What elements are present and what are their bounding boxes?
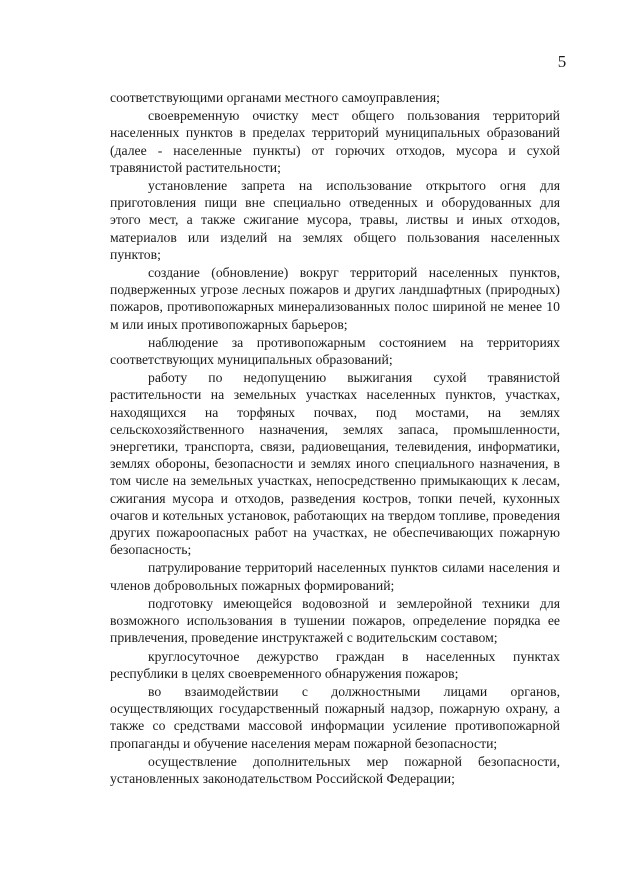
paragraph-fire-monitoring: наблюдение за противопожарным состоянием на территориях соответствующих муниципальных образований; — [110, 334, 560, 368]
document-body — [110, 89, 560, 788]
paragraph-equipment-preparation: подготовку имеющейся водовозной и землеройной техники для возможного использования в тушении пожаров, определение порядка ее привлечения, проведение инструктажей с водительским составом; — [110, 595, 560, 646]
page-number: 5 — [557, 52, 567, 71]
paragraph-round-the-clock-duty: круглосуточное дежурство граждан в населенных пунктах республики в целях своевременного обнаружения пожаров; — [110, 648, 560, 681]
paragraph-continuation: соответствующими органами местного самоуправления; — [110, 90, 440, 105]
paragraph-additional-measures: осуществление дополнительных мер пожарной безопасности, установленных законодательством Российской Федерации; — [110, 753, 560, 786]
paragraph-open-fire-ban: установление запрета на использование открытого огня для приготовления пищи вне специально отведенных и оборудованных для этого мест, а также сжигание мусора, травы, листвы и иных отходов, материалов или изделий на землях общего пользования населенных пунктов; — [110, 178, 560, 262]
paragraph-firebreak-strips: создание (обновление) вокруг территорий населенных пунктов, подверженных угрозе лесных пожаров и других ландшафтных (природных) пожаров, противопожарных минерализованных полос шириной не менее 10 м или иных противопожарных барьеров; — [110, 265, 560, 332]
paragraph-patrolling: патрулирование территорий населенных пунктов силами населения и членов добровольных пожарных формирований; — [110, 560, 560, 593]
paragraph-grass-burning-prevention: работу по недопущению выжигания сухой травянистой растительности на земельных участках населенных пунктов, участках, находящихся на торфяных почвах, под мостами, на землях сельскохозяйственного назначения, землях запаса, промышленности, энергетики, транспорта, связи, радиовещания, телевидения, информатики, землях обороны, безопасности и землях иного специального назначения, в том числе на земельных участках, непосредственно примыкающих к лесам, сжигания мусора и отходов, разведения костров, топки печей, кухонных очагов и котельных установок, работающих на твердом топливе, проведения других пожароопасных работ на участках, не обеспечивающих пожарную безопасность; — [110, 370, 560, 558]
paragraph-cleaning-common-areas: своевременную очистку мест общего пользования территорий населенных пунктов в пределах территорий муниципальных образований (далее - населенные пункты) от горючих отходов, мусора и сухой травянистой растительности; — [110, 108, 560, 175]
paragraph-fire-safety-propaganda: во взаимодействии с должностными лицами органов, осуществляющих государственный пожарный надзор, пожарную охрану, а также со средствами массовой информации усиление противопожарной пропаганды и обучение населения мерам пожарной безопасности; — [110, 683, 560, 751]
